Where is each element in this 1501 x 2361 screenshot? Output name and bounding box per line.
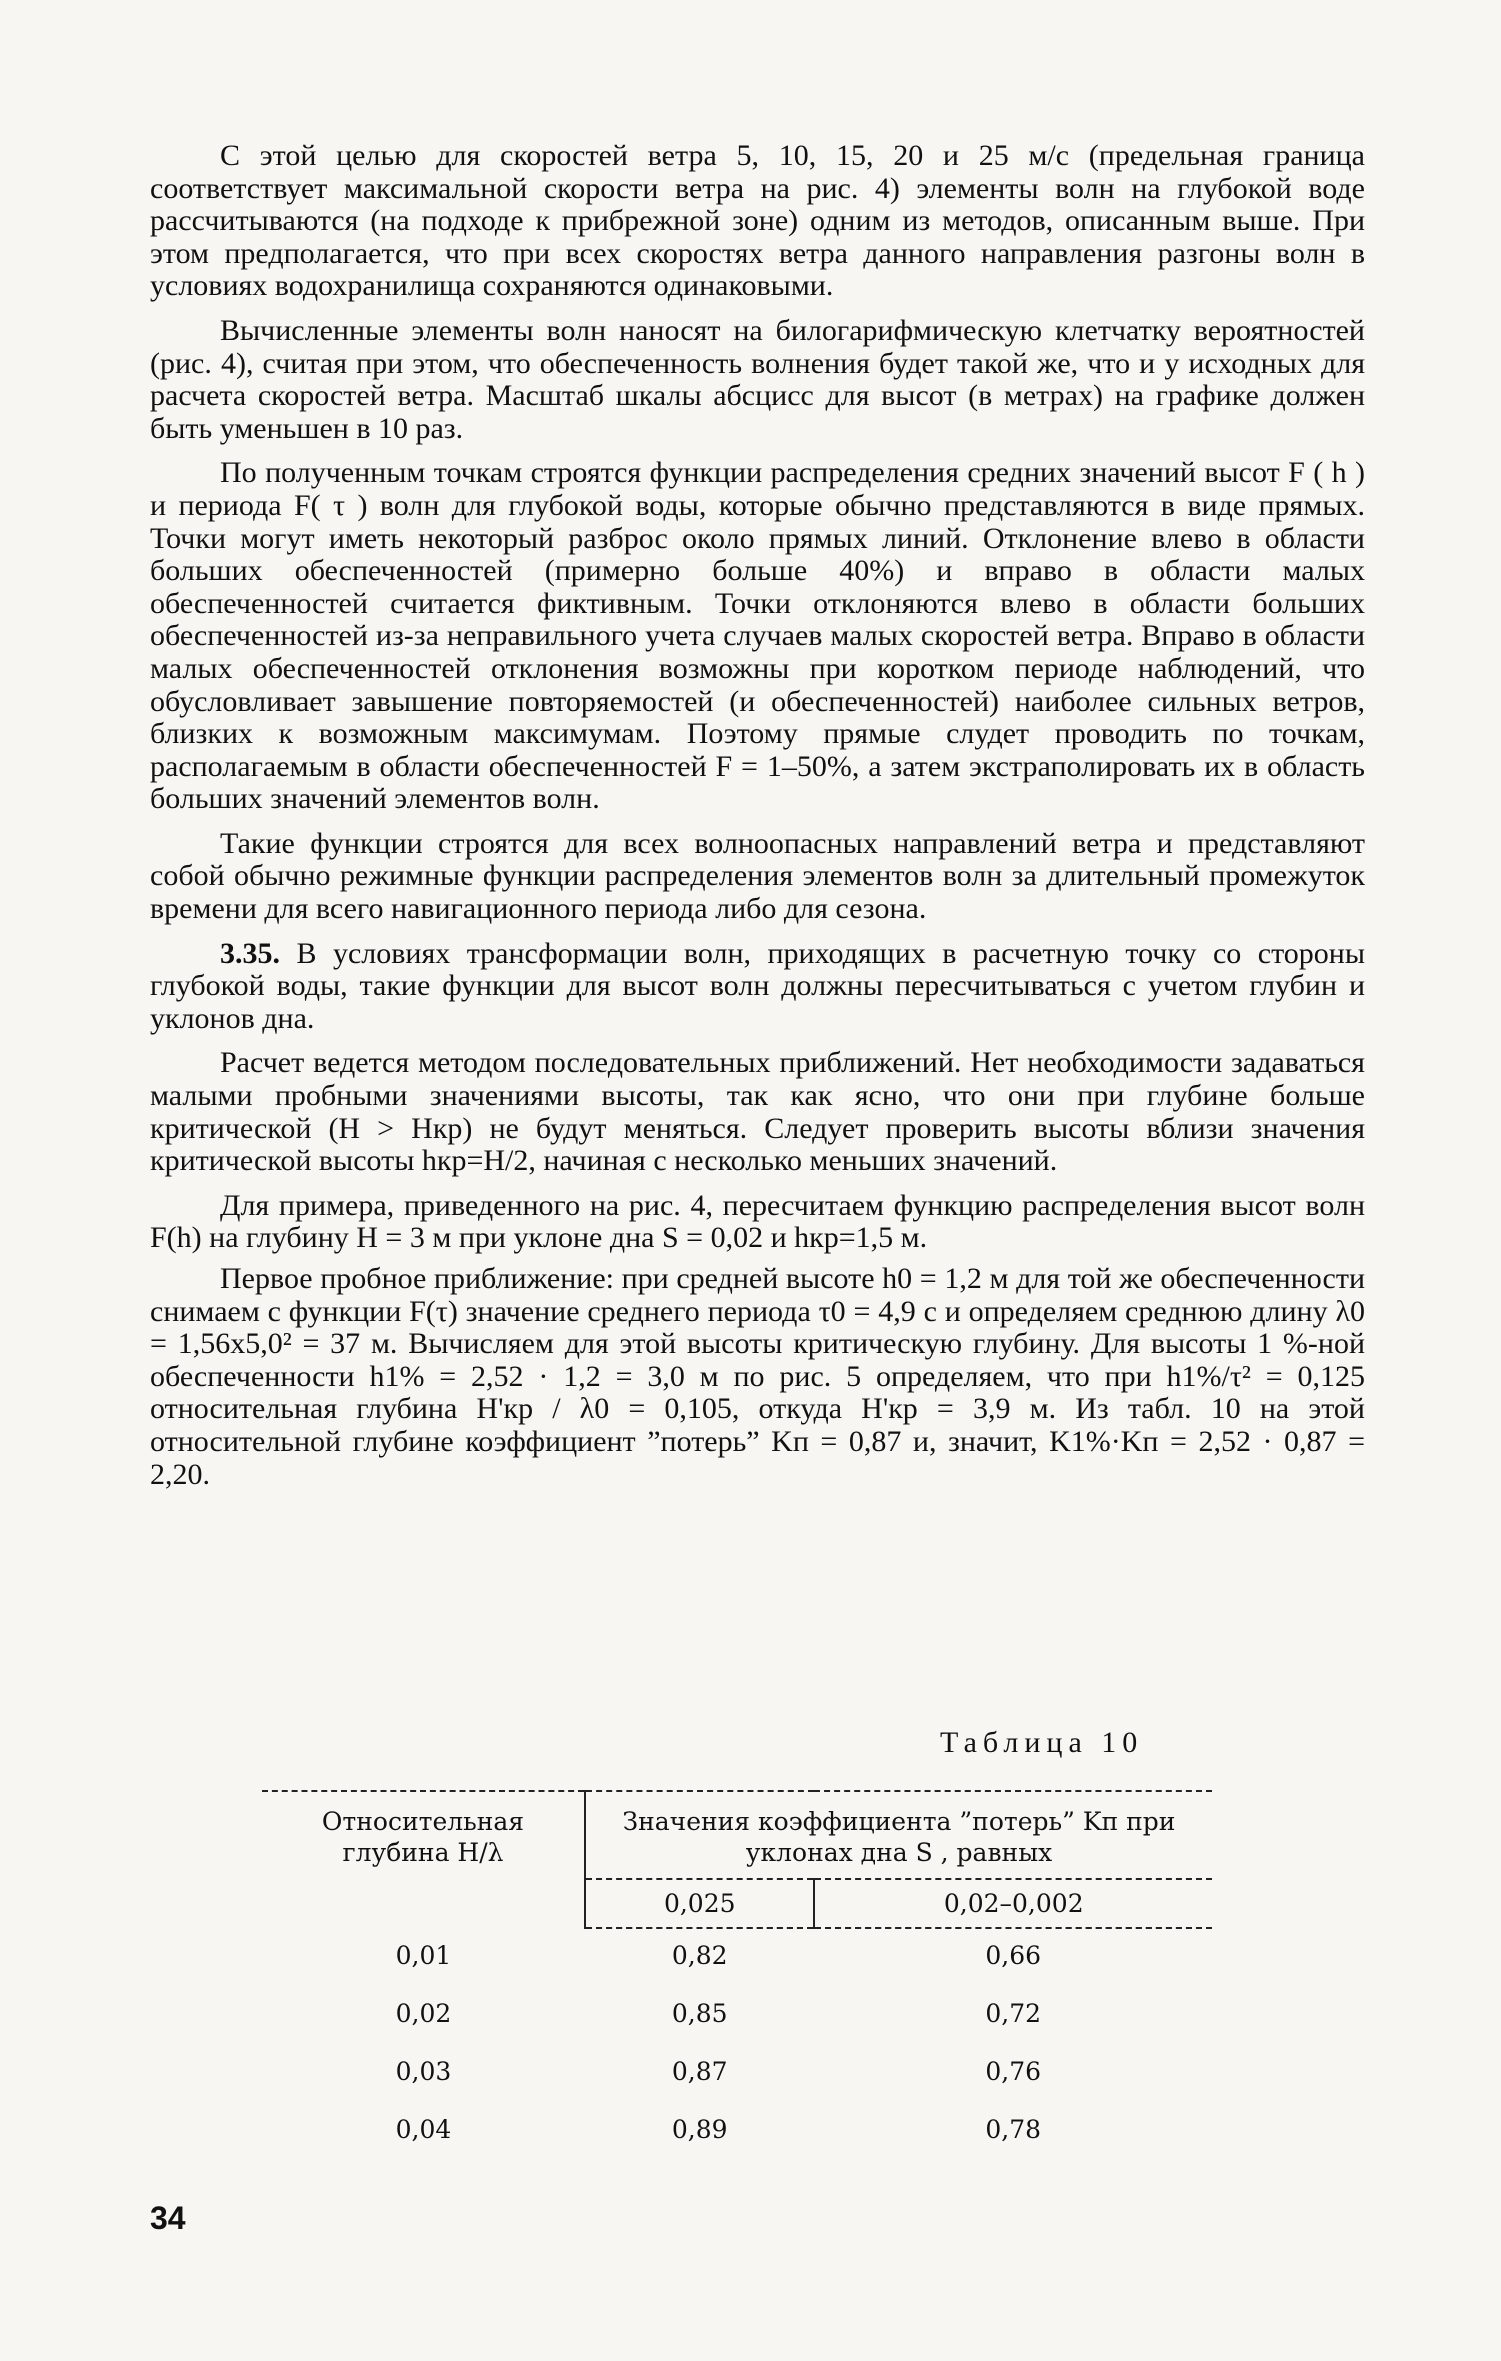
table-cell: 0,87 — [671, 2057, 728, 2086]
table-cell: 0,01 — [395, 1940, 452, 1970]
table-cell: 0,04 — [395, 2115, 452, 2144]
table-row — [262, 2045, 1212, 2103]
table-cell: 0,66 — [985, 1941, 1042, 1970]
data-table — [262, 1790, 1212, 2161]
paragraph: По полученным точкам строятся функции распределения средних значений высот F ( h ) и периода F( τ ) волн для глубокой воды, которые обычно представляются в виде прямых. Точки могут иметь некоторый разброс около прямых линий. Отклонение влево в области больших обеспеченностей (примерно больше 40%) и вправо в области малых обеспеченностей считается фиктивным. Точки отклоняются влево в области больших обеспеченностей из-за неправильного учета случаев малых скоростей ветра. Вправо в области малых обеспеченностей отклонения возможны при коротком периоде наблюдений, что обусловливает завышение повторяемостей (и обеспеченностей) наиболее сильных ветров, близких к возможным максимумам. Поэтому прямые слудет проводить по точкам, располагаемым в области обеспеченностей F = 1–50%, а затем экстраполировать их в область больших значений элементов волн. — [150, 456, 1365, 816]
table-cell: 0,72 — [985, 1999, 1042, 2028]
table-row — [262, 1928, 1212, 1987]
table-cell: 0,03 — [395, 2057, 452, 2086]
paragraph: Вычисленные элементы волн наносят на билогарифмическую клетчатку вероятностей (рис. 4), считая при этом, что обеспеченность волнения будет такой же, что и у исходных для расчета скоростей ветра. Масштаб шкалы абсцисс для высот (в метрах) на графике должен быть уменьшен в 10 раз. — [150, 313, 1365, 445]
paragraph: Первое пробное приближение: при средней высоте h0 = 1,2 м для той же обеспеченности снимаем с функции F(τ) значение среднего периода τ0 = 4,9 с и определяем среднюю длину λ0 = 1,56х5,0² = 37 м. Вычисляем для этой высоты критическую глубину. Для высоты 1 %-ной обеспеченности h1% = 2,52 · 1,2 = 3,0 м по рис. 5 определяем, что при h1%/τ² = 0,125 относительная глубина H'кр / λ0 = 0,105, откуда H'кр = 3,9 м. Из табл. 10 на этой относительной глубине коэффициент ”потерь” Kп = 0,87 и, значит, K1%·Kп = 2,52 · 0,87 = 2,20. — [150, 1262, 1365, 1491]
paragraph: С этой целью для скоростей ветра 5, 10, 15, 20 и 25 м/с (предельная граница соответствует максимальной скорости ветра на рис. 4) элементы волн на глубокой воде рассчитываются (на подходе к прибрежной зоне) одним из методов, описанным выше. При этом предполагается, что при всех скоростях ветра данного направления разгоны волн в условиях водохранилища сохраняются одинаковыми. — [150, 139, 1365, 303]
paragraph: Для примера, приведенного на рис. 4, пересчитаем функцию распределения высот волн F(h) на глубину H = 3 м при уклоне дна S = 0,02 и hкр=1,5 м. — [150, 1188, 1365, 1255]
table-cell: 0,78 — [985, 2115, 1042, 2144]
subheader-slope-2: 0,02–0,002 — [814, 1879, 1212, 1928]
table-cell: 0,85 — [671, 1999, 728, 2028]
table-cell: 0,82 — [671, 1941, 728, 1970]
table-cell: 0,89 — [671, 2115, 728, 2144]
table-row — [262, 2103, 1212, 2161]
paragraph-section — [150, 938, 1365, 1036]
section-number: 3.35. — [220, 936, 280, 970]
section-text: В условиях трансформации волн, приходящих в расчетную точку со стороны глубокой воды, такие функции для высот волн должны пересчитываться с учетом глубин и уклонов дна. — [150, 936, 1366, 1035]
paragraph: Такие функции строятся для всех волноопасных направлений ветра и представляют собой обычно режимные функции распределения элементов волн за длительный промежуток времени для всего навигационного периода либо для сезона. — [150, 826, 1365, 926]
table-caption: Таблица 10 — [940, 1726, 1144, 1759]
paragraph: Расчет ведется методом последовательных приближений. Нет необходимости задаваться малыми пробными значениями высоты, так как ясно, что они при глубине больше критической (H > Hкр) не будут меняться. Следует проверить высоты вблизи значения критической высоты hкр=H/2, начиная с несколько меньших значений. — [150, 1046, 1365, 1178]
body-text — [150, 140, 1365, 1503]
table-row — [262, 1987, 1212, 2045]
table-cell: 0,76 — [985, 2057, 1042, 2086]
column-header-loss-coefficient: Значения коэффициента ”потерь” Kп при уклонах дна S , равных — [585, 1791, 1212, 1879]
page-number: 34 — [150, 2200, 186, 2236]
table-cell: 0,02 — [395, 1999, 452, 2028]
column-header-relative-depth: Относительная глубина H/λ — [262, 1791, 585, 1928]
subheader-slope-1: 0,025 — [585, 1879, 814, 1928]
